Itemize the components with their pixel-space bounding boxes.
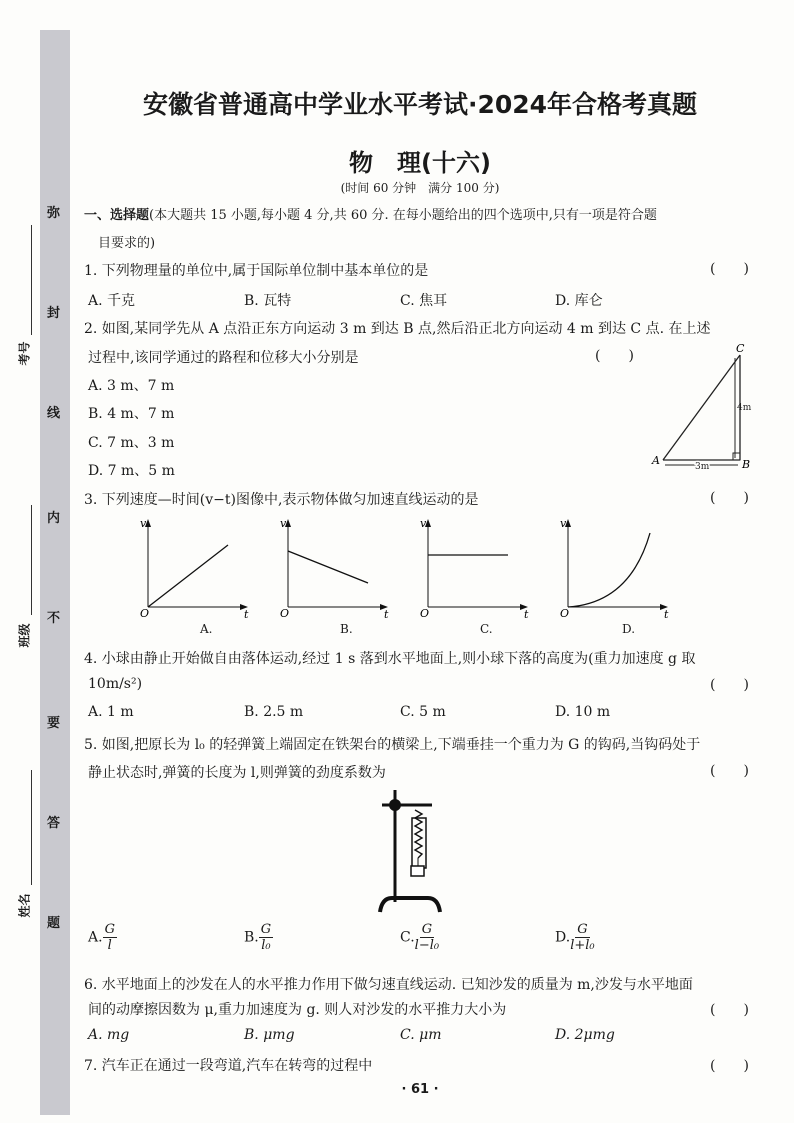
section-desc-2: 目要求的) xyxy=(98,236,156,251)
fraction xyxy=(259,922,273,953)
q6-stem: 6. 水平地面上的沙发在人的水平推力作用下做匀速直线运动. 已知沙发的质量为 m,沙发与水平地面 xyxy=(84,977,693,993)
t-axis-label: t xyxy=(244,608,249,620)
binding-char: 内 xyxy=(47,511,61,526)
vt-graph xyxy=(140,515,260,620)
q5-option xyxy=(244,922,273,953)
answer-bracket[interactable]: ( ) xyxy=(710,1002,749,1018)
option-letter: C. xyxy=(400,929,415,946)
name-line xyxy=(31,770,32,885)
vt-graph xyxy=(420,515,540,620)
answer-bracket[interactable]: ( ) xyxy=(710,261,749,277)
option-letter: A. xyxy=(88,929,103,946)
q2-option: D. 7 m、5 m xyxy=(88,463,175,479)
vt-graph xyxy=(560,515,680,620)
velocity-line xyxy=(148,545,228,607)
denominator: l₀ xyxy=(261,938,271,953)
option-letter: B. xyxy=(244,929,259,946)
q5-option xyxy=(555,922,595,953)
binding-char: 弥 xyxy=(47,206,61,221)
q4-option: A. 1 m xyxy=(88,704,134,720)
binding-char: 线 xyxy=(47,406,61,421)
q1-option: D. 库仑 xyxy=(555,293,603,309)
q5-option xyxy=(400,922,439,953)
answer-bracket[interactable]: ( ) xyxy=(710,490,749,506)
binding-char: 封 xyxy=(47,306,61,321)
numerator: G xyxy=(104,922,115,937)
point-b-label: B xyxy=(742,458,751,471)
fraction xyxy=(415,922,439,953)
class-line xyxy=(31,505,32,615)
q6-option: C. μm xyxy=(400,1027,442,1043)
answer-bracket[interactable]: ( ) xyxy=(710,1058,749,1074)
v-axis-label: v xyxy=(560,517,567,530)
graph-label: A. xyxy=(200,622,213,636)
q6-stem-2: 间的动摩擦因数为 μ,重力加速度为 g. 则人对沙发的水平推力大小为 xyxy=(88,1002,507,1018)
name-label: 姓名 xyxy=(17,893,32,918)
q6-option: D. 2μmg xyxy=(555,1027,615,1043)
displacement-triangle-figure xyxy=(650,340,760,475)
answer-bracket[interactable]: ( ) xyxy=(710,677,749,693)
binding-char: 答 xyxy=(47,816,61,831)
t-axis-label: t xyxy=(384,608,389,620)
origin-label: O xyxy=(140,607,150,620)
q5-stem: 5. 如图,把原长为 l₀ 的轻弹簧上端固定在铁架台的横梁上,下端垂挂一个重力为 G 的钩码,当钩码处于 xyxy=(84,737,701,753)
fraction xyxy=(103,922,117,953)
q5-stem-2: 静止状态时,弹簧的长度为 l,则弹簧的劲度系数为 xyxy=(88,765,386,781)
q3-stem: 3. 下列速度—时间(v−t)图像中,表示物体做匀加速直线运动的是 xyxy=(84,492,479,508)
q7-stem: 7. 汽车正在通过一段弯道,汽车在转弯的过程中 xyxy=(84,1058,373,1074)
spring-stand-figure xyxy=(370,780,460,920)
q1-option: C. 焦耳 xyxy=(400,293,448,309)
vt-graph xyxy=(280,515,400,620)
page-number: · 61 · xyxy=(401,1082,439,1097)
id-line xyxy=(31,225,32,335)
q2-stem-2: 过程中,该同学通过的路程和位移大小分别是 xyxy=(88,350,359,366)
q4-stem: 4. 小球由静止开始做自由落体运动,经过 1 s 落到水平地面上,则小球下落的高度为(重力加速度 g 取 xyxy=(84,651,696,667)
q2-option: A. 3 m、7 m xyxy=(88,378,175,394)
q4-stem-2: 10m/s²) xyxy=(88,676,143,692)
option-letter: D. xyxy=(555,929,571,946)
graph-label: C. xyxy=(480,622,493,636)
denominator: l xyxy=(107,938,112,953)
graph-label: B. xyxy=(340,622,353,636)
binding-char: 题 xyxy=(47,916,61,931)
q1-option: A. 千克 xyxy=(88,293,136,309)
v-axis-label: v xyxy=(280,517,287,530)
v-axis-label: v xyxy=(140,517,147,530)
denominator: l+l₀ xyxy=(570,938,595,953)
q1-option: B. 瓦特 xyxy=(244,293,292,309)
bc-length-label: 4m xyxy=(737,403,752,413)
q6-option: B. μmg xyxy=(244,1027,295,1043)
numerator: G xyxy=(421,922,433,937)
binding-char: 不 xyxy=(47,611,61,626)
q5-option xyxy=(88,922,117,953)
velocity-line xyxy=(288,551,368,583)
t-axis-label: t xyxy=(664,608,669,620)
graph-label: D. xyxy=(622,622,636,636)
q2-stem: 2. 如图,某同学先从 A 点沿正东方向运动 3 m 到达 B 点,然后沿正北方向运动 4 m 到达 C 点. 在上述 xyxy=(84,321,711,337)
numerator: G xyxy=(260,922,272,937)
class-label: 班级 xyxy=(17,623,32,648)
q1-stem: 1. 下列物理量的单位中,属于国际单位制中基本单位的是 xyxy=(84,263,429,279)
section-desc: (本大题共 15 小题,每小题 4 分,共 60 分. 在每小题给出的四个选项中,只有一项是符合题 xyxy=(149,208,657,223)
q4-option: C. 5 m xyxy=(400,704,446,720)
answer-bracket[interactable]: ( ) xyxy=(595,348,634,364)
section-heading: 一、选择题 xyxy=(84,208,150,223)
point-a-label: A xyxy=(652,454,660,467)
q6-option: A. mg xyxy=(88,1027,130,1043)
origin-label: O xyxy=(420,607,430,620)
answer-bracket[interactable]: ( ) xyxy=(710,763,749,779)
origin-label: O xyxy=(560,607,570,620)
point-c-label: C xyxy=(736,342,745,355)
ab-length-label: 3m xyxy=(695,462,710,472)
exam-number-label: 考号 xyxy=(17,341,32,366)
q2-option: B. 4 m、7 m xyxy=(88,406,175,422)
subject-title: 物 理(十六) xyxy=(349,149,491,177)
velocity-curve xyxy=(568,533,650,607)
origin-label: O xyxy=(280,607,290,620)
numerator: G xyxy=(577,922,588,937)
v-axis-label: v xyxy=(420,517,427,530)
fraction xyxy=(570,922,594,953)
denominator: l−l₀ xyxy=(414,938,440,953)
q4-option: B. 2.5 m xyxy=(244,704,304,720)
q2-option: C. 7 m、3 m xyxy=(88,435,175,451)
page-title: 安徽省普通高中学业水平考试·2024年合格考真题 xyxy=(142,90,698,119)
binding-char: 要 xyxy=(47,716,61,731)
t-axis-label: t xyxy=(524,608,529,620)
exam-meta: (时间 60 分钟 满分 100 分) xyxy=(340,181,500,195)
q4-option: D. 10 m xyxy=(555,704,611,720)
